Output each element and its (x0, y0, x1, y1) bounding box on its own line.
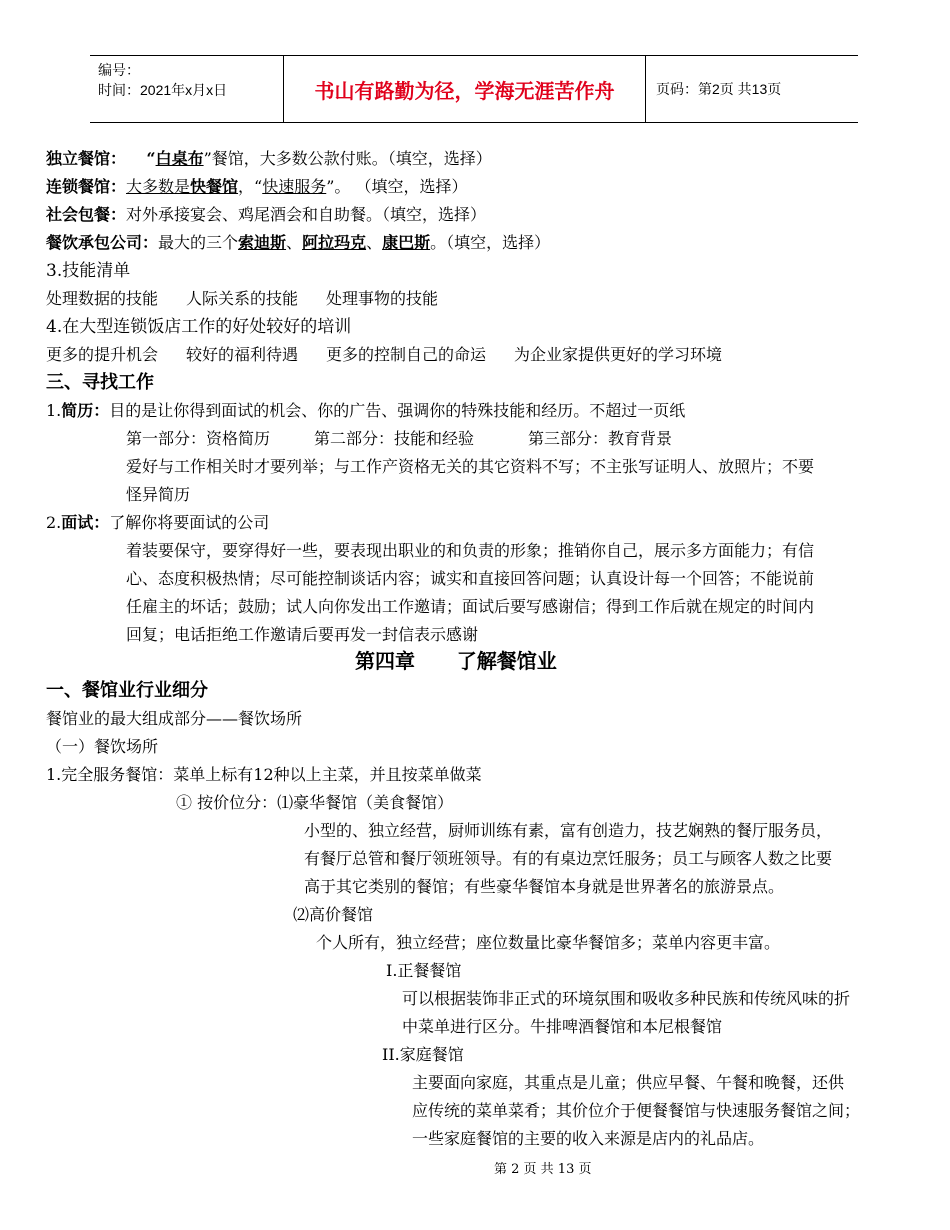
line-skills-title: 3.技能清单 (46, 261, 131, 281)
line-by-price: ① 按价位分：⑴豪华餐馆（美食餐馆） (176, 793, 454, 812)
line-resume-tips: 爱好与工作相关时才要列举；与工作产资格无关的其它资料不写；不主张写证明人、放照片；不要 (126, 457, 815, 476)
line-chain-benefits-list: 更多的提升机会 较好的福利待遇 更多的控制自己的命运 为企业家提供更好的学习环境 (46, 345, 723, 364)
line-skills-list: 处理数据的技能 人际关系的技能 处理事物的技能 (46, 289, 439, 308)
line-family-dining: II.家庭餐馆 (382, 1045, 464, 1064)
line-subsection-dining: （一）餐饮场所 (46, 737, 159, 756)
header-page-number: 页码：第2页 共13页 (656, 81, 782, 97)
line-interview: 2.面试：了解你将要面试的公司 (46, 513, 270, 532)
line-interview-tips-1: 着装要保守，要穿得好一些，要表现出职业的和负责的形象；推销你自己，展示多方面能力；有信 (126, 541, 815, 560)
line-contract-catering: 餐饮承包公司：最大的三个索迪斯、阿拉玛克、康巴斯。（填空，选择） (46, 233, 551, 252)
line-family-desc-2: 应传统的菜单菜肴；其价位介于便餐餐馆与快速服务餐馆之间； (412, 1101, 861, 1120)
line-formal-desc-1: 可以根据装饰非正式的环境氛围和吸收多种民族和传统风味的折 (402, 989, 851, 1008)
line-luxury-desc-3: 高于其它类别的餐馆；有些豪华餐馆本身就是世界著名的旅游景点。 (304, 877, 785, 896)
line-high-price: ⑵高价餐馆 (293, 905, 374, 924)
line-interview-tips-3: 任雇主的坏话；鼓励；试人向你发出工作邀请；面试后要写感谢信；得到工作后就在规定的时间内 (126, 597, 815, 616)
line-largest-component: 餐馆业的最大组成部分——餐饮场所 (46, 709, 303, 728)
line-luxury-desc-2: 有餐厅总管和餐厅领班领导。有的有桌边烹饪服务；员工与顾客人数之比要 (304, 849, 833, 868)
header-meta (90, 56, 284, 122)
line-social-catering: 社会包餐：对外承接宴会、鸡尾酒会和自助餐。（填空，选择） (46, 205, 487, 224)
line-luxury-desc-1: 小型的、独立经营，厨师训练有素，富有创造力，技艺娴熟的餐厅服务员， (304, 821, 833, 840)
line-full-service: 1.完全服务餐馆：菜单上标有12种以上主菜，并且按菜单做菜 (46, 765, 482, 784)
line-resume-parts: 第一部分：资格简历 第二部分：技能和经验 第三部分：教育背景 (126, 429, 673, 448)
line-family-desc-1: 主要面向家庭，其重点是儿童；供应早餐、午餐和晚餐，还供 (412, 1073, 845, 1092)
line-formal-desc-2: 中菜单进行区分。牛排啤酒餐馆和本尼根餐馆 (402, 1017, 723, 1036)
line-interview-tips-2: 心、态度积极热情；尽可能控制谈话内容；诚实和直接回答问题；认真设计每一个回答；不能说前 (126, 569, 815, 588)
line-formal-dining: I.正餐餐馆 (386, 961, 462, 980)
line-chain-restaurant: 连锁餐馆：大多数是快餐馆，“快速服务”。 （填空，选择） (46, 177, 468, 196)
page-footer: 第 2 页 共 13 页 (494, 1162, 592, 1177)
header-motto: 书山有路勤为径，学海无涯苦作舟 (284, 56, 646, 122)
section-heading-restaurant-segments: 一、餐馆业行业细分 (46, 680, 208, 701)
line-interview-tips-4: 回复；电话拒绝工作邀请后要再发一封信表示感谢 (126, 625, 479, 644)
line-chain-benefits-title: 4.在大型连锁饭店工作的好处较好的培训 (46, 317, 352, 337)
line-resume-tips-cont: 怪异简历 (126, 485, 191, 504)
chapter-title: 第四章 了解餐馆业 (355, 649, 557, 673)
section-heading-job-search: 三、寻找工作 (46, 372, 154, 393)
line-independent-restaurant: 独立餐馆： “白桌布”餐馆，大多数公款付账。（填空，选择） (46, 149, 492, 168)
line-family-desc-3: 一些家庭餐馆的主要的收入来源是店内的礼品店。 (412, 1129, 765, 1148)
page-header (90, 55, 858, 123)
line-resume: 1.简历：目的是让你得到面试的机会、你的广告、强调你的特殊技能和经历。不超过一页纸 (46, 401, 686, 420)
header-date: 时间：2021年x月x日 (98, 82, 228, 98)
header-id: 编号： (98, 62, 140, 78)
line-high-price-desc: 个人所有，独立经营；座位数量比豪华餐馆多；菜单内容更丰富。 (316, 933, 781, 952)
